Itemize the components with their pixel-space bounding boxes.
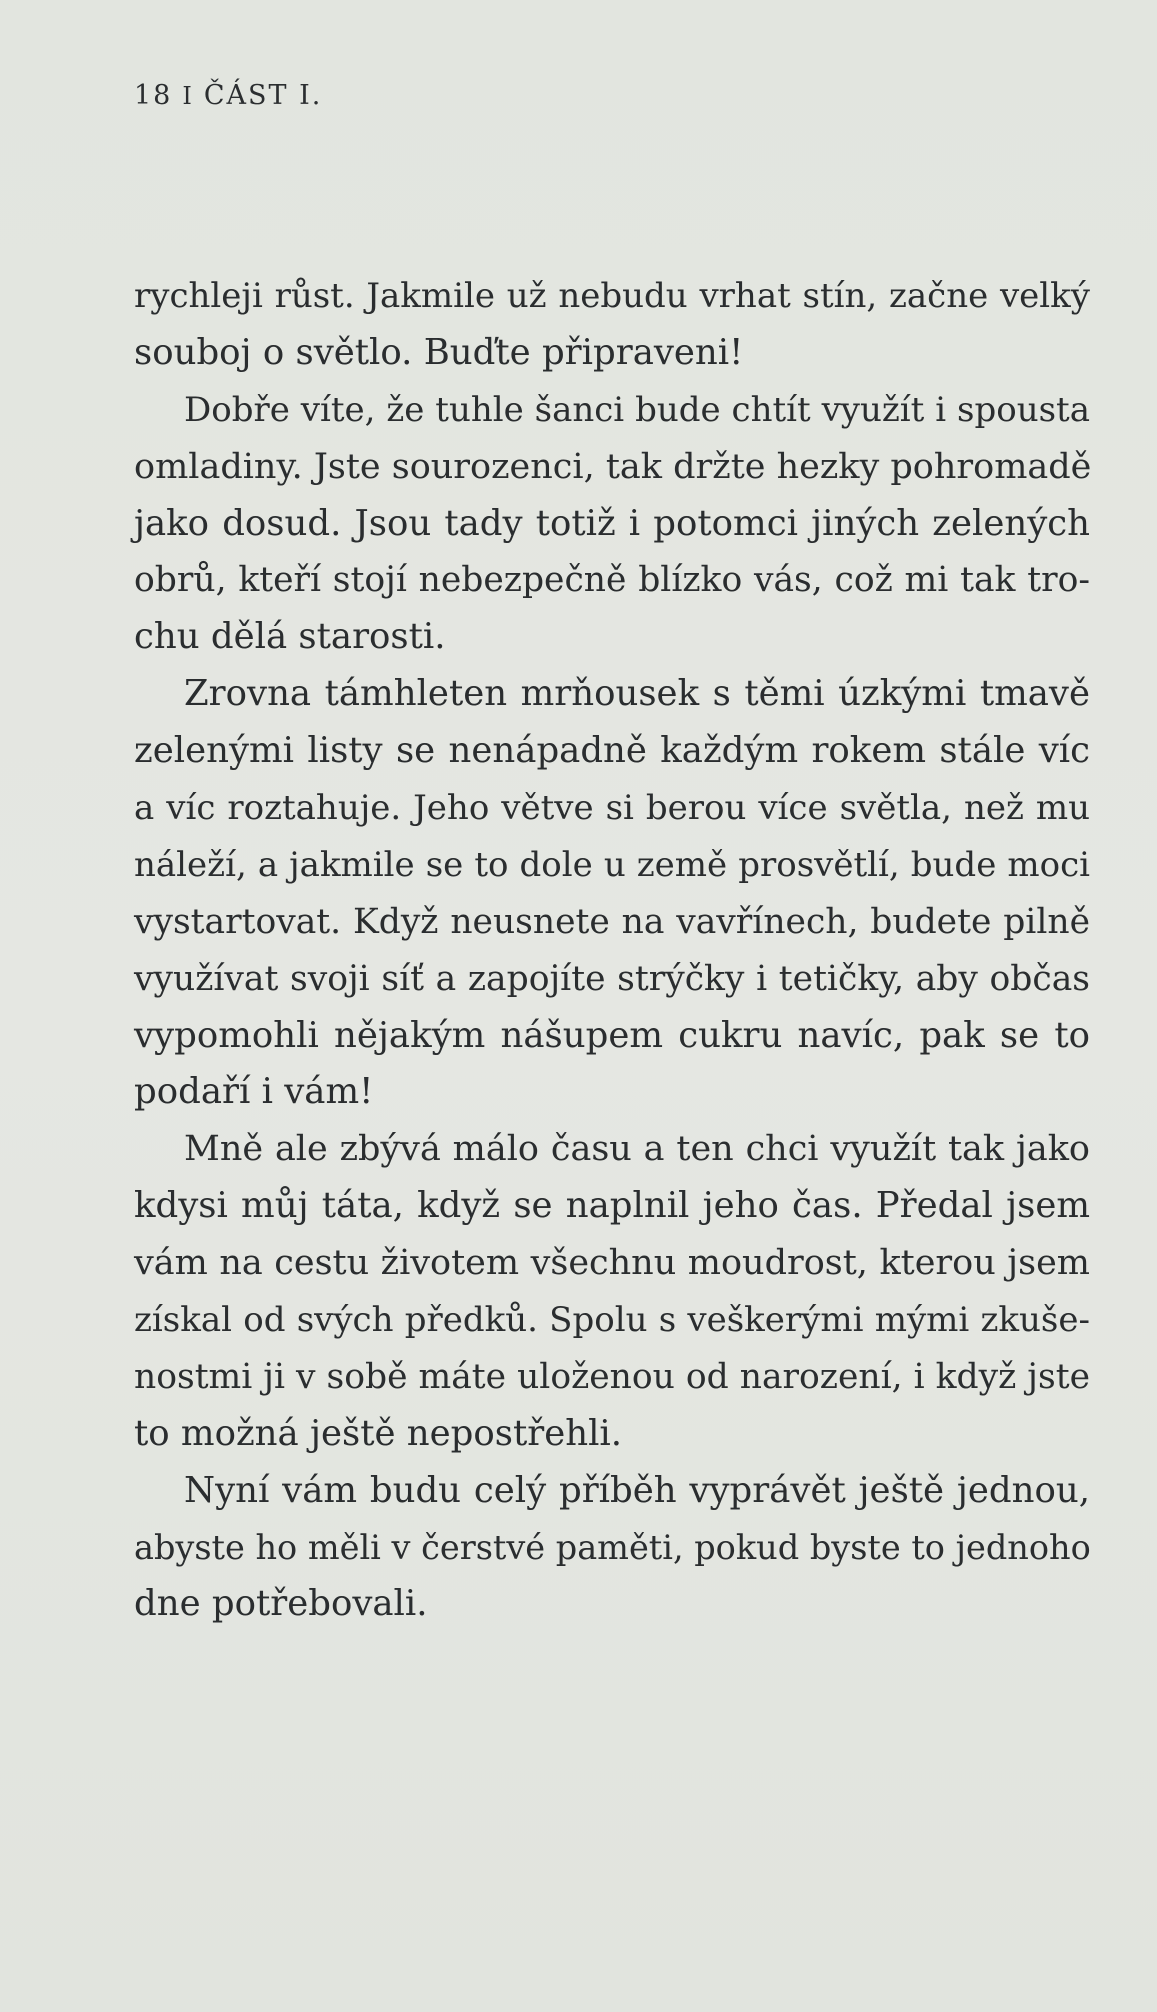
text-line: zelenými listy se nenápadně každým rokem stále víc [134, 730, 1090, 772]
text-line: omladiny. Jste sourozenci, tak držte hezky pohromadě [134, 446, 1092, 487]
body-text [134, 268, 1090, 1633]
text-line: Mně ale zbývá málo času a ten chci využít tak jako [184, 1129, 1090, 1170]
text-line: a víc roztahuje. Jeho větve si berou více světla, než mu [134, 788, 1090, 829]
text-line: chu dělá starosti. [134, 616, 446, 658]
page-number: 18 [134, 80, 173, 111]
text-line: vystartovat. Když neusnete na vavřínech, budete pilně [134, 901, 1090, 942]
header-separator: I [182, 82, 194, 110]
text-line: abyste ho měli v čerstvé paměti, pokud byste to jednoho [134, 1527, 1091, 1567]
running-head [134, 80, 322, 111]
text-line: vypomohli nějakým nášupem cukru navíc, pak se to [134, 1014, 1090, 1056]
text-line: Dobře víte, že tuhle šanci bude chtít využít i spousta [184, 389, 1090, 430]
text-line: získal od svých předků. Spolu s veškerými mými zkuše- [134, 1300, 1090, 1341]
text-line: vám na cestu životem všechnu moudrost, kterou jsem [134, 1243, 1090, 1284]
text-line: využívat svoji síť a zapojíte strýčky i tetičky, aby občas [134, 958, 1090, 999]
text-line: Nyní vám budu celý příběh vyprávět ještě jednou, [184, 1469, 1090, 1511]
text-line: souboj o světlo. Buďte připraveni! [134, 331, 744, 373]
text-line: jako dosud. Jsou tady totiž i potomci jiných zelených [134, 502, 1090, 544]
text-line: kdysi můj táta, když se naplnil jeho čas. Předal jsem [134, 1185, 1090, 1227]
text-line: rychleji růst. Jakmile už nebudu vrhat stín, začne velký [134, 276, 1090, 316]
text-line: podaří i vám! [134, 1071, 374, 1113]
text-line: nostmi ji v sobě máte uloženou od narození, i když jste [134, 1356, 1090, 1397]
text-line: Zrovna támhleten mrňousek s těmi úzkými tmavě [184, 673, 1090, 715]
part-title: ČÁST I. [203, 80, 323, 111]
text-line: dne potřebovali. [134, 1583, 428, 1625]
text-line: to možná ještě nepostřehli. [134, 1412, 623, 1454]
text-line: obrů, kteří stojí nebezpečně blízko vás, což mi tak tro- [134, 560, 1090, 601]
text-line: náleží, a jakmile se to dole u země prosvětlí, bude moci [134, 844, 1090, 885]
